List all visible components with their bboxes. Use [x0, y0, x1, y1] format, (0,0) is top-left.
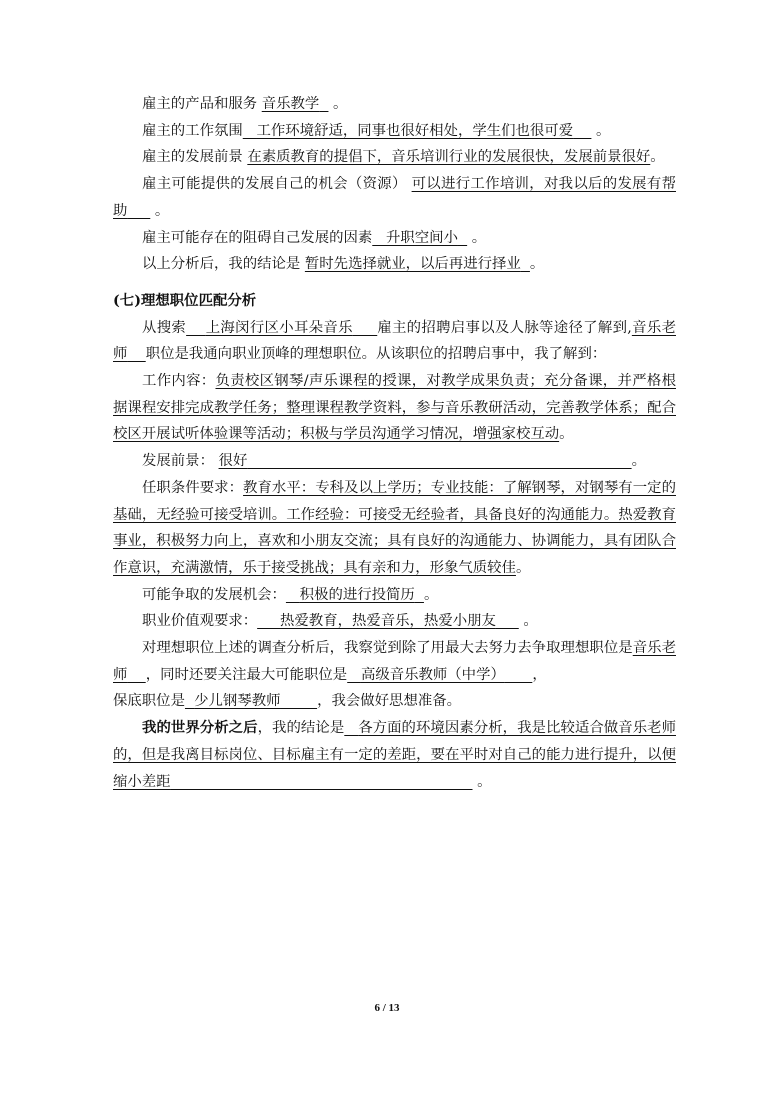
obstacle-value: 升职空间小 [386, 229, 458, 246]
conclusion-line [113, 251, 676, 278]
period: 。 [523, 613, 538, 630]
document-body [113, 91, 676, 795]
period: 。 [471, 229, 487, 246]
atmosphere-label: 雇主的工作氛围 [142, 122, 243, 139]
chance-value: 积极的进行投简历 [299, 586, 415, 603]
req-label: 任职条件要求： [142, 479, 244, 496]
opportunity-line [113, 171, 676, 224]
values-value: 热爱教育，热爱音乐，热爱小朋友 [280, 613, 496, 630]
atmosphere-value: 工作环境舒适，同事也很好相处，学生们也很可爱 [256, 122, 574, 139]
dev-value: 很好 [218, 453, 248, 470]
ideal-paragraph [113, 635, 676, 688]
final-label: ，我的结论是 [257, 720, 345, 737]
chance-line [113, 582, 676, 609]
position-value: 音乐老师 [113, 319, 676, 363]
values-label: 职业价值观要求： [142, 613, 258, 630]
period: 。 [333, 96, 348, 112]
dev-label: 发展前景： [142, 453, 214, 470]
backup-prefix: 保底职位是 [113, 693, 185, 710]
atmosphere-line [113, 118, 676, 145]
conclusion-value: 暂时先选择就业，以后再进行择业 [304, 256, 521, 273]
opportunity-value: 可以进行工作培训，对我以后的发展有帮助 [113, 176, 676, 219]
requirements-paragraph [113, 475, 676, 582]
search-value: 上海闵行区小耳朵音乐 [205, 319, 353, 336]
likely-value: 高级音乐教师（中学） [360, 666, 505, 683]
page-number: 6 / 13 [374, 1002, 400, 1014]
backup-line [113, 688, 676, 715]
prospects-value: 在素质教育的提倡下，音乐培训行业的发展很快，发展前景很好 [247, 149, 651, 166]
obstacle-line [113, 225, 676, 252]
ideal-value: 音乐老师 [113, 640, 676, 683]
products-line [113, 91, 676, 118]
opportunity-label: 雇主可能提供的发展自己的机会（资源） [142, 176, 407, 193]
conclusion-label: 以上分析后，我的结论是 [142, 256, 301, 273]
ideal-prefix: 对理想职位上述的调查分析后，我察觉到除了用最大去努力去争取理想职位是 [142, 640, 633, 657]
final-paragraph [113, 715, 676, 795]
period: 。 [423, 586, 439, 603]
dev-line [113, 448, 676, 475]
backup-suffix: ，我会做好思想准备。 [317, 693, 462, 710]
period: 。 [595, 122, 611, 139]
section-heading: (七)理想职位匹配分析 [113, 291, 257, 309]
period: 。 [515, 559, 531, 576]
prospects-label: 雇主的发展前景 [142, 149, 243, 166]
obstacle-label: 雇主可能存在的阻碍自己发展的因素 [142, 229, 373, 246]
final-bold: 我的世界分析之后 [142, 719, 258, 737]
work-value: 负责校区钢琴/声乐课程的授课，对教学成果负责；充分备课，并严格根据课程安排完成教学任务；整理课程教学资料，参与音乐教研活动，完善教学体系；配合校区开展试听体验课等活动；积极与学员沟通学习情况，增强家校互动 [113, 373, 676, 443]
period: 。 [631, 453, 646, 470]
search-suffix: 职位是我通向职业顶峰的理想职位。从该职位的招聘启事中，我了解到： [145, 346, 607, 363]
req-value: 教育水平：专科及以上学历；专业技能：了解钢琴，对钢琴有一定的基础，无经验可接受培训。工作经验：可接受无经验者，具备良好的沟通能力。热爱教育事业，积极努力向上，喜欢和小朋友交流；具有良好的沟通能力、协调能力，具有团队合作意识，充满激情，乐于接受挑战；具有亲和力，形象气质较佳 [113, 479, 676, 576]
search-paragraph [113, 315, 676, 368]
ideal-mid: ，同时还要关注最大可能职位是 [145, 666, 348, 683]
search-prefix: 从搜索 [142, 319, 187, 336]
period: 。 [477, 773, 492, 790]
chance-label: 可能争取的发展机会： [142, 586, 286, 603]
work-label: 工作内容： [142, 373, 216, 390]
products-label: 雇主的产品和服务 [142, 96, 258, 112]
comma: ， [532, 666, 547, 683]
search-mid: 雇主的招聘启事以及人脉等途径了解到, [377, 319, 632, 336]
period: 。 [529, 256, 545, 273]
period: 。 [559, 426, 574, 443]
period: 。 [650, 149, 665, 166]
prospects-line [113, 144, 676, 171]
work-paragraph [113, 368, 676, 448]
products-value: 音乐教学 [261, 96, 320, 112]
values-line [113, 608, 676, 635]
period: 。 [154, 202, 170, 219]
backup-value: 少儿钢琴教师 [194, 693, 281, 710]
final-value: 各方面的环境因素分析，我是比较适合做音乐老师的，但是我离目标岗位、目标雇主有一定的差距，要在平时对自己的能力进行提升，以便缩小差距 [113, 720, 676, 790]
